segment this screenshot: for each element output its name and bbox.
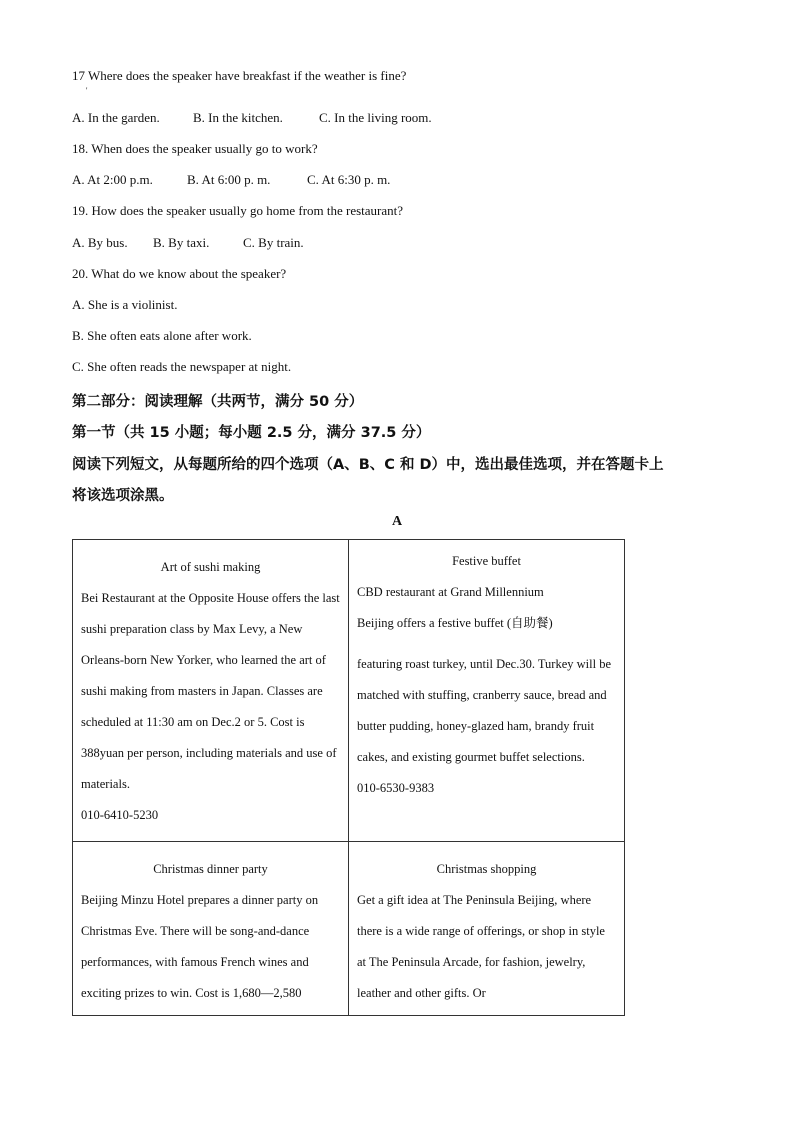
ad-body: Beijing Minzu Hotel prepares a dinner party on Christmas Eve. There will be song-and-dance performances, with famous French wines and exciting prizes to win. Cost is 1,680—2,580 xyxy=(81,893,319,1000)
passage-label: A xyxy=(391,514,403,529)
ad-title: Christmas dinner party xyxy=(153,862,268,876)
ad-body: featuring roast turkey, until Dec.30. Turkey will be matched with stuffing, cranberry sauce, bread and butter pudding, honey-glazed ham, brandy fruit cakes, and existing gourmet buffet selections. xyxy=(357,657,612,764)
question-18: 18. When does the speaker usually go to work? xyxy=(72,141,318,156)
part-heading: 第二部分：阅读理解（共两节，满分 50 分） xyxy=(72,394,364,410)
option-b: B. At 6:00 p. m. xyxy=(187,172,271,187)
ad-title: Christmas shopping xyxy=(436,862,537,876)
option-b: B. In the kitchen. xyxy=(193,110,283,125)
ad-body-line-2: Beijing offers a festive buffet (自助餐) xyxy=(357,616,553,630)
option-a: A. At 2:00 p.m. xyxy=(72,172,153,187)
option-a: A. In the garden. xyxy=(72,110,160,125)
ad-phone: 010-6530-9383 xyxy=(357,781,435,795)
instruction-line-1: 阅读下列短文，从每题所给的四个选项（A、B、C 和 D）中，选出最佳选项，并在答题卡上 xyxy=(72,457,664,473)
ad-buffet xyxy=(349,540,625,842)
section-heading: 第一节（共 15 小题；每小题 2.5 分，满分 37.5 分） xyxy=(72,425,431,441)
ad-body: Get a gift idea at The Peninsula Beijing, where there is a wide range of offerings, or shop in style at The Peninsula Arcade, for fashion, jewelry, leather and other gifts. Or xyxy=(357,893,605,1000)
question-19-options xyxy=(72,235,304,251)
option-a: A. By bus. xyxy=(72,235,128,250)
option-b: B. By taxi. xyxy=(153,235,210,250)
ad-dinner xyxy=(73,842,349,1016)
option-c: C. At 6:30 p. m. xyxy=(307,172,391,187)
ads-table xyxy=(72,539,625,1016)
question-17: 17 Where does the speaker have breakfast if the weather is fine? xyxy=(72,68,407,83)
instruction-line-2: 将该选项涂黑。 xyxy=(72,488,174,504)
option-c: C. By train. xyxy=(243,235,304,250)
ad-title: Art of sushi making xyxy=(160,560,261,574)
question-17-options xyxy=(72,110,432,126)
ad-body-line-1: CBD restaurant at Grand Millennium xyxy=(357,585,544,599)
question-20-option-c: C. She often reads the newspaper at night. xyxy=(72,359,292,374)
option-c: C. In the living room. xyxy=(319,110,432,125)
question-19: 19. How does the speaker usually go home from the restaurant? xyxy=(72,203,404,218)
question-20: 20. What do we know about the speaker? xyxy=(72,266,287,281)
question-18-options xyxy=(72,172,390,188)
ad-sushi xyxy=(73,540,349,842)
stray-mark: ' xyxy=(86,86,88,95)
question-20-option-b: B. She often eats alone after work. xyxy=(72,328,252,343)
ad-title: Festive buffet xyxy=(452,554,521,568)
ad-shopping xyxy=(349,842,625,1016)
question-20-option-a: A. She is a violinist. xyxy=(72,297,178,312)
ad-phone: 010-6410-5230 xyxy=(81,808,159,822)
ad-body: Bei Restaurant at the Opposite House offers the last sushi preparation class by Max Levy, a New Orleans-born New Yorker, who learned the art of sushi making from masters in Japan. Classes are scheduled at 11:30 am on Dec.2 or 5. Cost is 388yuan per person, including materials and use of materials. xyxy=(81,591,340,791)
